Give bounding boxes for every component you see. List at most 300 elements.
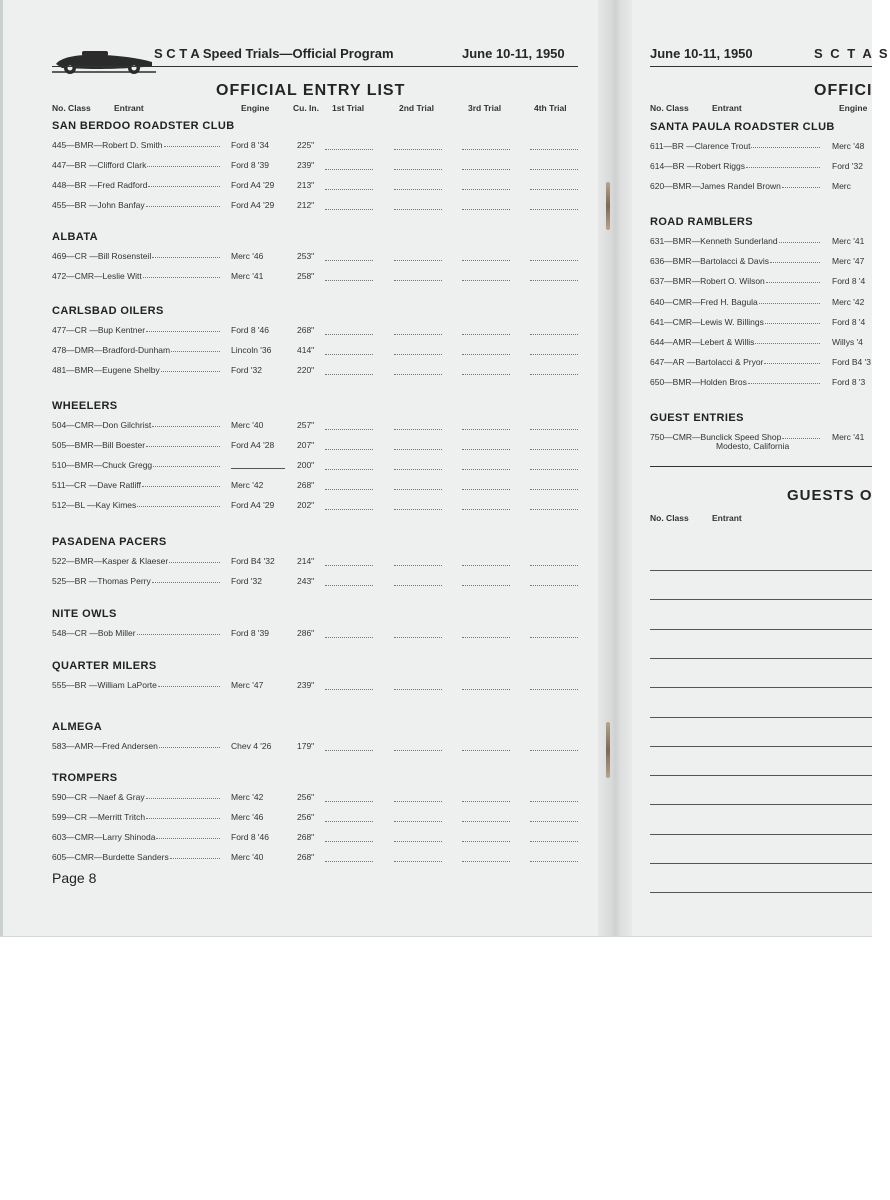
trial-blank-4 xyxy=(530,741,578,751)
club-heading: SAN BERDOO ROADSTER CLUB xyxy=(52,120,235,132)
trial-blank-2 xyxy=(394,345,442,355)
trial-blank-2 xyxy=(394,325,442,335)
entrant xyxy=(52,160,222,170)
entry-row xyxy=(52,460,582,472)
trial-blank-4 xyxy=(530,480,578,490)
trial-blank-3 xyxy=(462,200,510,210)
right-header-rule xyxy=(650,66,872,67)
guests-title: GUESTS O xyxy=(787,487,873,504)
guest-blank-line xyxy=(650,746,872,747)
dot-leader xyxy=(770,256,820,263)
guests-col-entrant: Entrant xyxy=(712,513,742,523)
engine: Merc '40 xyxy=(231,420,264,430)
entrant-name: 614—BR —Robert Riggs xyxy=(650,161,745,172)
dot-leader xyxy=(164,140,220,147)
trial-blank-2 xyxy=(394,480,442,490)
engine: Merc '48 xyxy=(832,141,865,151)
dot-leader xyxy=(153,460,220,467)
col-engine: Engine xyxy=(241,103,270,113)
dot-leader xyxy=(755,337,820,344)
right-program-title: S C T A S xyxy=(814,46,890,61)
entrant-name: 640—CMR—Fred H. Bagula xyxy=(650,296,758,307)
guest-blank-line xyxy=(650,892,872,893)
entry-row xyxy=(52,160,582,172)
trial-blank-1 xyxy=(325,460,373,470)
col-cu-in: Cu. In. xyxy=(293,103,319,113)
dot-leader xyxy=(146,812,220,819)
cubic-inches: 414" xyxy=(297,345,315,355)
cubic-inches: 213" xyxy=(297,180,315,190)
entrant-name: 636—BMR—Bartolacci & Davis xyxy=(650,256,770,267)
guest-blank-line xyxy=(650,834,872,835)
entry-row xyxy=(52,325,582,337)
trial-blank-2 xyxy=(394,792,442,802)
entrant xyxy=(52,741,222,751)
entrant xyxy=(650,276,822,286)
trial-blank-2 xyxy=(394,271,442,281)
cubic-inches: 256" xyxy=(297,792,315,802)
guests-col-no-class: No. Class xyxy=(650,513,689,523)
trial-blank-1 xyxy=(325,556,373,566)
dot-leader xyxy=(152,251,220,258)
entry-row xyxy=(52,180,582,192)
trial-blank-4 xyxy=(530,556,578,566)
entrant xyxy=(52,200,222,210)
trial-blank-3 xyxy=(462,680,510,690)
dot-leader xyxy=(161,365,220,372)
engine: Merc '47 xyxy=(231,680,264,690)
trial-blank-3 xyxy=(462,345,510,355)
entrant xyxy=(52,500,222,510)
entrant-name: 599—CR —Merritt Tritch xyxy=(52,812,146,822)
col-entrant: Entrant xyxy=(114,103,144,113)
guests-rule xyxy=(650,466,872,467)
trial-blank-3 xyxy=(462,576,510,586)
engine: Willys '4 xyxy=(832,337,863,347)
engine: Ford '32 xyxy=(231,365,262,375)
right-col-engine: Engine xyxy=(839,103,868,113)
trial-blank-2 xyxy=(394,680,442,690)
dot-leader xyxy=(766,276,820,283)
trial-blank-3 xyxy=(462,500,510,510)
entry-row xyxy=(650,297,880,309)
trial-blank-1 xyxy=(325,480,373,490)
engine: Ford B4 '32 xyxy=(231,556,275,566)
trial-blank-3 xyxy=(462,628,510,638)
entrant-name: 641—CMR—Lewis W. Billings xyxy=(650,316,764,327)
trial-blank-4 xyxy=(530,420,578,430)
engine: Merc '41 xyxy=(832,236,865,246)
club-heading: ALBATA xyxy=(52,231,98,243)
entry-row xyxy=(52,200,582,212)
trial-blank-1 xyxy=(325,345,373,355)
trial-blank-2 xyxy=(394,628,442,638)
dot-leader xyxy=(146,440,220,447)
entrant-name: 478—DMR—Bradford-Dunham xyxy=(52,345,171,355)
trial-blank-3 xyxy=(462,480,510,490)
cubic-inches: 268" xyxy=(297,832,315,842)
dot-leader xyxy=(137,500,220,507)
club-heading: NITE OWLS xyxy=(52,608,117,620)
entrant-name: 505—BMR—Bill Boester xyxy=(52,440,146,450)
hot-rod-car-icon xyxy=(52,46,156,76)
trial-blank-3 xyxy=(462,741,510,751)
trial-blank-1 xyxy=(325,180,373,190)
engine: Ford B4 '3 xyxy=(832,357,871,368)
dot-leader xyxy=(158,680,220,687)
trial-blank-1 xyxy=(325,500,373,510)
trial-blank-1 xyxy=(325,852,373,862)
entry-row xyxy=(650,236,880,248)
right-col-entrant: Entrant xyxy=(712,103,742,113)
club-heading: QUARTER MILERS xyxy=(52,660,157,672)
cubic-inches: 239" xyxy=(297,680,315,690)
trial-blank-1 xyxy=(325,325,373,335)
trial-blank-3 xyxy=(462,812,510,822)
trial-blank-4 xyxy=(530,576,578,586)
entrant xyxy=(52,420,222,430)
entrant xyxy=(52,365,222,375)
entrant-name: 445—BMR—Robert D. Smith xyxy=(52,140,163,150)
engine: Ford A4 '29 xyxy=(231,500,275,510)
trial-blank-4 xyxy=(530,271,578,281)
engine: Lincoln '36 xyxy=(231,345,272,355)
dot-leader xyxy=(170,852,220,859)
trial-blank-3 xyxy=(462,160,510,170)
entrant-name: 644—AMR—Lebert & Willis xyxy=(650,337,755,347)
club-heading: CARLSBAD OILERS xyxy=(52,305,164,317)
dot-leader xyxy=(171,345,220,352)
trial-blank-4 xyxy=(530,832,578,842)
col-3rd-trial: 3rd Trial xyxy=(468,103,502,113)
trial-blank-4 xyxy=(530,200,578,210)
header-rule xyxy=(52,66,578,67)
dot-leader xyxy=(169,556,220,563)
guest-blank-line xyxy=(650,629,872,630)
col-1st-trial: 1st Trial xyxy=(332,103,365,113)
entrant-name: 472—CMR—Leslie Witt xyxy=(52,271,142,281)
entry-row xyxy=(52,345,582,357)
trial-blank-4 xyxy=(530,345,578,355)
staple-top xyxy=(606,182,610,230)
engine: Merc '42 xyxy=(231,480,264,490)
entrant xyxy=(52,345,222,355)
trial-blank-4 xyxy=(530,160,578,170)
entrant-name: 650—BMR—Holden Bros xyxy=(650,377,747,388)
dot-leader xyxy=(759,297,820,304)
entrant xyxy=(650,181,822,191)
entry-row xyxy=(52,480,582,492)
engine: Merc '41 xyxy=(832,432,865,442)
trial-blank-3 xyxy=(462,251,510,261)
entrant xyxy=(650,297,822,307)
dot-leader xyxy=(146,200,220,207)
entrant-name: 477—CR —Bup Kentner xyxy=(52,325,146,335)
entrant xyxy=(650,161,822,171)
entrant-name: 603—CMR—Larry Shinoda xyxy=(52,832,156,842)
trial-blank-2 xyxy=(394,440,442,450)
entrant-name: 637—BMR—Robert O. Wilson xyxy=(650,276,765,287)
trial-blank-2 xyxy=(394,180,442,190)
trial-blank-4 xyxy=(530,365,578,375)
dot-leader xyxy=(751,141,820,148)
guest-blank-line xyxy=(650,717,872,718)
trial-blank-2 xyxy=(394,160,442,170)
entrant-name: 512—BL —Kay Kimes xyxy=(52,500,137,510)
dot-leader xyxy=(142,480,220,487)
trial-blank-1 xyxy=(325,576,373,586)
entrant-name: 469—CR —Bill Rosensteil xyxy=(52,251,152,261)
cubic-inches: 256" xyxy=(297,812,315,822)
program-date: June 10-11, 1950 xyxy=(462,46,565,61)
cubic-inches: 258" xyxy=(297,271,315,281)
trial-blank-3 xyxy=(462,852,510,862)
entrant xyxy=(52,251,222,261)
engine: Ford 8 '3 xyxy=(832,377,866,388)
trial-blank-2 xyxy=(394,832,442,842)
trial-blank-4 xyxy=(530,792,578,802)
entry-row xyxy=(650,256,880,268)
club-heading: SANTA PAULA ROADSTER CLUB xyxy=(650,121,835,133)
trial-blank-3 xyxy=(462,556,510,566)
col-4th-trial: 4th Trial xyxy=(534,103,567,113)
dot-leader xyxy=(152,576,220,583)
entry-row xyxy=(650,181,880,193)
entrant xyxy=(52,792,222,802)
entrant xyxy=(52,440,222,450)
entry-row xyxy=(650,432,880,451)
trial-blank-1 xyxy=(325,271,373,281)
engine: Ford 8 '46 xyxy=(231,832,270,842)
entry-row xyxy=(52,420,582,432)
engine: Merc '46 xyxy=(231,251,264,261)
trial-blank-3 xyxy=(462,420,510,430)
entrant xyxy=(52,576,222,586)
guest-blank-line xyxy=(650,687,872,688)
entrant xyxy=(52,852,222,862)
trial-blank-3 xyxy=(462,180,510,190)
entrant-name: 504—CMR—Don Gilchrist xyxy=(52,420,152,430)
engine: Ford 8 '34 xyxy=(231,140,270,150)
entry-row xyxy=(52,792,582,804)
entrant-name: 481—BMR—Eugene Shelby xyxy=(52,365,160,375)
trial-blank-2 xyxy=(394,812,442,822)
club-heading: WHEELERS xyxy=(52,400,118,412)
trial-blank-3 xyxy=(462,832,510,842)
entrant-name: 620—BMR—James Randel Brown xyxy=(650,181,781,192)
entrant-name: 525—BR —Thomas Perry xyxy=(52,576,151,586)
entry-row xyxy=(52,500,582,512)
entry-row xyxy=(650,276,880,288)
entrant xyxy=(52,556,222,566)
engine: Ford A4 '28 xyxy=(231,440,275,450)
col-no-class: No. Class xyxy=(52,103,91,113)
entrant xyxy=(52,832,222,842)
cubic-inches: 200" xyxy=(297,460,315,470)
club-heading: ROAD RAMBLERS xyxy=(650,216,753,228)
dot-leader xyxy=(146,325,220,332)
engine: Merc '42 xyxy=(832,296,865,307)
trial-blank-4 xyxy=(530,180,578,190)
cubic-inches: 179" xyxy=(297,741,315,751)
entrant-name: 631—BMR—Kenneth Sunderland xyxy=(650,236,778,246)
engine: Merc '46 xyxy=(231,812,264,822)
dot-leader xyxy=(146,792,220,799)
entrant-name: 455—BR —John Banfay xyxy=(52,200,145,210)
page-number: Page 8 xyxy=(52,870,97,886)
cubic-inches: 268" xyxy=(297,325,315,335)
trial-blank-4 xyxy=(530,460,578,470)
engine: Ford 8 '4 xyxy=(832,316,866,327)
cubic-inches: 207" xyxy=(297,440,315,450)
guest-blank-line xyxy=(650,804,872,805)
dot-leader xyxy=(159,741,220,748)
entry-row xyxy=(52,365,582,377)
entry-row xyxy=(52,140,582,152)
entry-row xyxy=(650,317,880,329)
entrant-name: 448—BR —Fred Radford xyxy=(52,180,148,190)
trial-blank-2 xyxy=(394,140,442,150)
entrant xyxy=(52,460,222,470)
trial-blank-1 xyxy=(325,832,373,842)
dot-leader xyxy=(765,317,820,324)
trial-blank-1 xyxy=(325,628,373,638)
dot-leader xyxy=(137,628,220,635)
engine: Merc '42 xyxy=(231,792,264,802)
trial-blank-3 xyxy=(462,325,510,335)
engine: Merc '40 xyxy=(231,852,264,862)
right-col-no-class: No. Class xyxy=(650,103,689,113)
trial-blank-1 xyxy=(325,680,373,690)
dot-leader xyxy=(148,180,220,187)
trial-blank-4 xyxy=(530,852,578,862)
entry-row xyxy=(52,556,582,568)
entrant xyxy=(650,236,822,246)
trial-blank-2 xyxy=(394,576,442,586)
entry-list-title: OFFICIAL ENTRY LIST xyxy=(216,82,406,99)
entry-row xyxy=(52,832,582,844)
trial-blank-1 xyxy=(325,420,373,430)
trial-blank-4 xyxy=(530,251,578,261)
entrant-location: Modesto, California xyxy=(716,441,790,451)
entrant xyxy=(650,317,822,327)
trial-blank-4 xyxy=(530,680,578,690)
trial-blank-4 xyxy=(530,812,578,822)
entry-row xyxy=(52,680,582,692)
cubic-inches: 243" xyxy=(297,576,315,586)
col-2nd-trial: 2nd Trial xyxy=(399,103,434,113)
trial-blank-3 xyxy=(462,792,510,802)
engine: Ford 8 '39 xyxy=(231,628,270,638)
guest-blank-line xyxy=(650,775,872,776)
trial-blank-1 xyxy=(325,140,373,150)
trial-blank-1 xyxy=(325,792,373,802)
entrant xyxy=(650,357,822,367)
entrant-name: 590—CR —Naef & Gray xyxy=(52,792,145,802)
entrant xyxy=(52,271,222,281)
trial-blank-3 xyxy=(462,440,510,450)
cubic-inches: 257" xyxy=(297,420,315,430)
entrant-name: 555—BR —William LaPorte xyxy=(52,680,157,690)
entrant xyxy=(52,180,222,190)
entrant-name: 750—CMR—Bunclick Speed Shop xyxy=(650,432,782,442)
cubic-inches: 214" xyxy=(297,556,315,566)
entry-row xyxy=(52,251,582,263)
entrant-name: 583—AMR—Fred Andersen xyxy=(52,741,158,751)
entrant xyxy=(650,141,822,151)
entry-row xyxy=(52,576,582,588)
dot-leader xyxy=(782,181,820,188)
entrant-name: 647—AR —Bartolacci & Pryor xyxy=(650,357,764,368)
entrant xyxy=(52,480,222,490)
entrant-name: 511—CR —Dave Ratliff xyxy=(52,480,141,490)
engine: Merc '47 xyxy=(832,256,865,267)
entry-row xyxy=(52,628,582,640)
engine: Ford A4 '29 xyxy=(231,200,275,210)
engine: Ford '32 xyxy=(832,161,863,172)
dot-leader xyxy=(156,832,220,839)
trial-blank-4 xyxy=(530,325,578,335)
entrant xyxy=(52,812,222,822)
trial-blank-3 xyxy=(462,140,510,150)
trial-blank-1 xyxy=(325,251,373,261)
entry-row xyxy=(52,440,582,452)
entry-row xyxy=(650,357,880,369)
club-heading: TROMPERS xyxy=(52,772,118,784)
cubic-inches: 239" xyxy=(297,160,315,170)
entry-row xyxy=(52,852,582,864)
cubic-inches: 212" xyxy=(297,200,315,210)
trial-blank-1 xyxy=(325,741,373,751)
guest-blank-line xyxy=(650,863,872,864)
cubic-inches: 202" xyxy=(297,500,315,510)
dot-leader xyxy=(782,432,820,439)
engine: Ford 8 '4 xyxy=(832,276,866,287)
entrant xyxy=(52,680,222,690)
dot-leader xyxy=(746,161,820,168)
trial-blank-2 xyxy=(394,420,442,430)
dot-leader xyxy=(143,271,220,278)
trial-blank-1 xyxy=(325,812,373,822)
right-program-date: June 10-11, 1950 xyxy=(650,46,753,61)
trial-blank-2 xyxy=(394,200,442,210)
club-heading: PASADENA PACERS xyxy=(52,536,167,548)
program-title: S C T A Speed Trials—Official Program xyxy=(154,46,394,61)
entrant xyxy=(650,377,822,387)
trial-blank-2 xyxy=(394,852,442,862)
engine: Chev 4 '26 xyxy=(231,741,272,751)
trial-blank-3 xyxy=(462,271,510,281)
engine: Ford '32 xyxy=(231,576,262,586)
trial-blank-1 xyxy=(325,160,373,170)
entrant-name: 605—CMR—Burdette Sanders xyxy=(52,852,169,862)
entry-row xyxy=(52,271,582,283)
trial-blank-2 xyxy=(394,365,442,375)
entrant xyxy=(650,256,822,266)
trial-blank-4 xyxy=(530,500,578,510)
entrant-name: 447—BR —Clifford Clark xyxy=(52,160,147,170)
trial-blank-1 xyxy=(325,200,373,210)
trial-blank-4 xyxy=(530,440,578,450)
engine: Merc '41 xyxy=(231,271,264,281)
entrant xyxy=(650,337,822,347)
trial-blank-3 xyxy=(462,365,510,375)
entrant-name: 611—BR —Clarence Trout xyxy=(650,141,751,151)
trial-blank-4 xyxy=(530,140,578,150)
dot-leader xyxy=(147,160,220,167)
entry-row xyxy=(650,161,880,173)
right-entry-list-title: OFFICI xyxy=(814,82,873,99)
